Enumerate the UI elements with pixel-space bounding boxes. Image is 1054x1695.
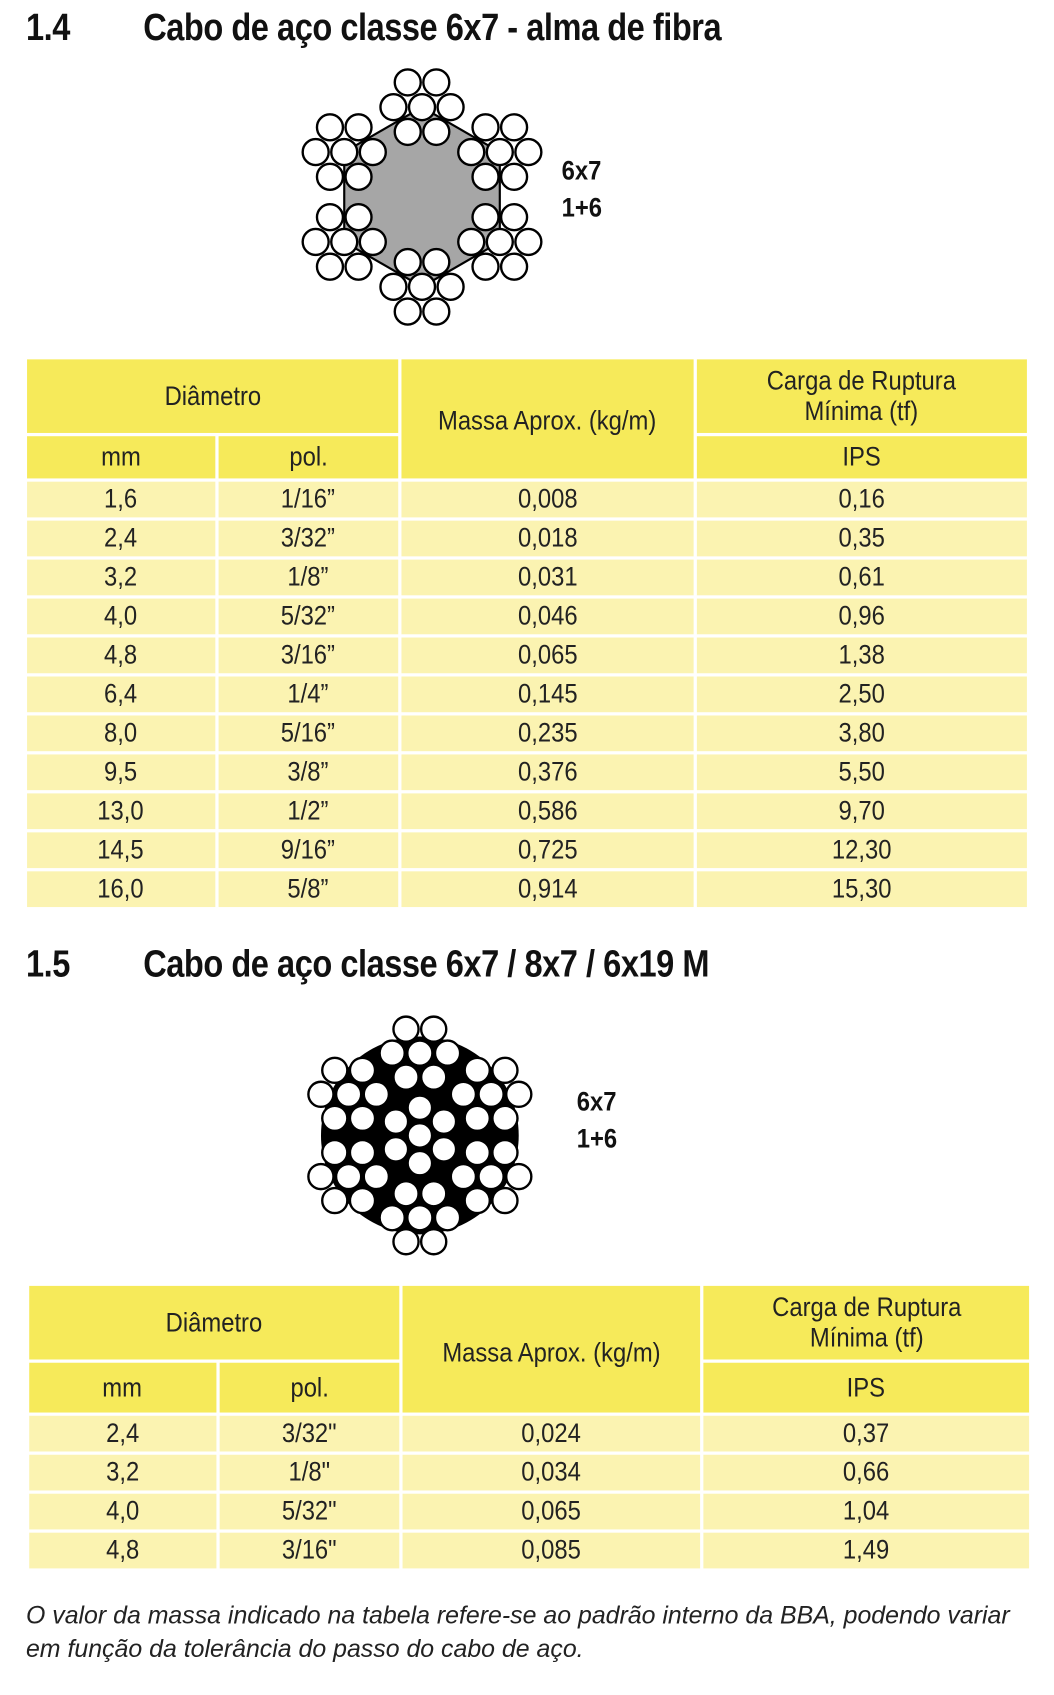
- wire-icon: [308, 1164, 333, 1189]
- wire-icon: [492, 1058, 517, 1083]
- wire-icon: [346, 204, 372, 230]
- core-wire-icon: [432, 1109, 456, 1133]
- wire-icon: [409, 94, 435, 120]
- cell-mass: 0,034: [403, 1455, 700, 1491]
- wire-icon: [487, 229, 513, 255]
- wire-icon: [317, 204, 343, 230]
- wire-icon: [380, 94, 406, 120]
- pol-header: pol.: [219, 1363, 399, 1413]
- wire-icon: [435, 1205, 460, 1230]
- cell-mass: 0,145: [402, 677, 694, 713]
- cell-ips: 9,70: [697, 793, 1027, 829]
- wire-icon: [473, 164, 499, 190]
- wire-icon: [487, 139, 513, 165]
- wire-rope-6x7-steel-core-diagram: [274, 1003, 566, 1263]
- cell-pol: 5/8”: [218, 871, 398, 907]
- wire-icon: [393, 1181, 418, 1206]
- cell-pol: 1/8”: [218, 560, 398, 596]
- cell-pol: 3/32": [219, 1416, 399, 1452]
- cell-mm: 3,2: [29, 1455, 216, 1491]
- wire-icon: [303, 139, 329, 165]
- wire-icon: [350, 1106, 375, 1131]
- cell-pol: 1/8": [219, 1455, 399, 1491]
- table-row: [27, 832, 1027, 868]
- pol-header: pol.: [218, 436, 398, 478]
- cell-ips: 1,04: [703, 1494, 1029, 1530]
- cell-pol: 3/8”: [218, 754, 398, 790]
- cell-pol: 1/4”: [218, 677, 398, 713]
- wire-icon: [421, 1065, 446, 1090]
- wire-icon: [492, 1140, 517, 1165]
- table-row: [27, 715, 1027, 751]
- cell-mm: 4,0: [29, 1494, 216, 1530]
- section-number: 1.5: [25, 942, 70, 985]
- load-header: Carga de Ruptura Mínima (tf): [703, 1286, 1029, 1360]
- wire-icon: [423, 299, 449, 325]
- wire-rope-6x7-fiber-core-diagram: [271, 54, 574, 341]
- core-wire-icon: [408, 1151, 432, 1175]
- wire-icon: [423, 69, 449, 95]
- table-row: [27, 871, 1027, 907]
- wire-icon: [380, 1041, 405, 1066]
- cell-ips: 2,50: [697, 677, 1027, 713]
- cell-pol: 3/16": [219, 1533, 399, 1569]
- cell-pol: 5/32": [219, 1494, 399, 1530]
- cell-mass: 0,914: [402, 871, 694, 907]
- mm-header: mm: [27, 436, 215, 478]
- table-row: [27, 482, 1027, 518]
- construction-label: 6x7: [576, 1086, 617, 1118]
- wire-icon: [395, 69, 421, 95]
- cell-mass: 0,031: [402, 560, 694, 596]
- table-row: [29, 1533, 1029, 1569]
- wire-icon: [346, 114, 372, 140]
- cell-pol: 5/32”: [218, 599, 398, 635]
- wire-icon: [322, 1188, 347, 1213]
- mass-header: Massa Aprox. (kg/m): [403, 1286, 700, 1413]
- wire-icon: [322, 1106, 347, 1131]
- section-title: Cabo de aço classe 6x7 - alma de fibra: [143, 6, 722, 49]
- table-body: [29, 1416, 1029, 1569]
- wire-icon: [346, 164, 372, 190]
- cell-ips: 5,50: [697, 754, 1027, 790]
- section-number: 1.4: [25, 6, 70, 49]
- wire-icon: [423, 119, 449, 145]
- cell-ips: 12,30: [697, 832, 1027, 868]
- wire-icon: [479, 1082, 504, 1107]
- wire-icon: [435, 1041, 460, 1066]
- cell-mm: 13,0: [27, 793, 215, 829]
- diameter-header: Diâmetro: [29, 1286, 399, 1360]
- table-header: [29, 1286, 1029, 1413]
- wire-icon: [479, 1164, 504, 1189]
- wire-icon: [395, 119, 421, 145]
- diameter-header: Diâmetro: [27, 359, 398, 433]
- wire-icon: [501, 204, 527, 230]
- cell-mm: 8,0: [27, 715, 215, 751]
- wire-icon: [407, 1041, 432, 1066]
- ips-header: IPS: [703, 1363, 1029, 1413]
- wire-icon: [421, 1017, 446, 1042]
- cell-mass: 0,065: [403, 1494, 700, 1530]
- wire-icon: [393, 1229, 418, 1254]
- cell-mass: 0,024: [403, 1416, 700, 1452]
- wire-icon: [492, 1188, 517, 1213]
- cell-ips: 0,35: [697, 521, 1027, 557]
- cell-pol: 9/16”: [218, 832, 398, 868]
- wire-icon: [322, 1140, 347, 1165]
- cell-mm: 3,2: [27, 560, 215, 596]
- wire-icon: [322, 1058, 347, 1083]
- table-1-4: [24, 356, 1030, 910]
- cell-mass: 0,085: [403, 1533, 700, 1569]
- core-wire-icon: [408, 1123, 432, 1147]
- table-header: [27, 359, 1027, 478]
- cell-mm: 6,4: [27, 677, 215, 713]
- wire-icon: [451, 1082, 476, 1107]
- wire-icon: [473, 114, 499, 140]
- cell-mass: 0,046: [402, 599, 694, 635]
- cell-mm: 4,8: [29, 1533, 216, 1569]
- load-header: Carga de Ruptura Mínima (tf): [697, 359, 1027, 433]
- wire-icon: [395, 249, 421, 275]
- wire-icon: [336, 1082, 361, 1107]
- table-1-5: [26, 1283, 1032, 1572]
- core-wire-icon: [432, 1137, 456, 1161]
- cell-mass: 0,376: [402, 754, 694, 790]
- core-wire-icon: [384, 1137, 408, 1161]
- wire-icon: [317, 114, 343, 140]
- wire-icon: [407, 1205, 432, 1230]
- wire-icon: [350, 1140, 375, 1165]
- wire-icon: [465, 1140, 490, 1165]
- wire-icon: [360, 139, 386, 165]
- cell-ips: 0,66: [703, 1455, 1029, 1491]
- core-wire-icon: [408, 1096, 432, 1120]
- wire-icon: [465, 1058, 490, 1083]
- wire-icon: [393, 1065, 418, 1090]
- cell-pol: 1/2”: [218, 793, 398, 829]
- cell-pol: 1/16”: [218, 482, 398, 518]
- table-row: [27, 638, 1027, 674]
- wire-icon: [336, 1164, 361, 1189]
- cell-pol: 3/32”: [218, 521, 398, 557]
- wire-icon: [380, 1205, 405, 1230]
- wire-icon: [506, 1082, 531, 1107]
- cell-mass: 0,235: [402, 715, 694, 751]
- table-row: [29, 1455, 1029, 1491]
- wire-icon: [458, 139, 484, 165]
- wire-icon: [515, 229, 541, 255]
- wire-icon: [506, 1164, 531, 1189]
- table-row: [27, 599, 1027, 635]
- table-row: [27, 677, 1027, 713]
- construction-label: 6x7: [561, 155, 602, 187]
- wire-icon: [473, 254, 499, 280]
- wire-icon: [423, 249, 449, 275]
- wire-icon: [501, 164, 527, 190]
- cell-ips: 0,61: [697, 560, 1027, 596]
- wire-icon: [303, 229, 329, 255]
- wire-icon: [317, 254, 343, 280]
- cell-mm: 4,8: [27, 638, 215, 674]
- cell-mm: 9,5: [27, 754, 215, 790]
- cell-ips: 1,38: [697, 638, 1027, 674]
- wire-icon: [360, 229, 386, 255]
- table-row: [27, 793, 1027, 829]
- table-row: [27, 560, 1027, 596]
- wire-icon: [465, 1106, 490, 1131]
- cell-pol: 3/16”: [218, 638, 398, 674]
- section-heading-1-4: [26, 6, 721, 49]
- table-body: [27, 482, 1027, 907]
- cell-mass: 0,065: [402, 638, 694, 674]
- wire-icon: [501, 254, 527, 280]
- cell-mm: 14,5: [27, 832, 215, 868]
- wire-icon: [364, 1164, 389, 1189]
- cell-mm: 1,6: [27, 482, 215, 518]
- wire-icon: [350, 1058, 375, 1083]
- wire-icon: [473, 204, 499, 230]
- cell-mm: 4,0: [27, 599, 215, 635]
- cell-mm: 2,4: [29, 1416, 216, 1452]
- strand-label: 1+6: [576, 1123, 618, 1154]
- footnote: O valor da massa indicado na tabela refere-se ao padrão interno da BBA, podendo variar em função da tolerância do passo do cabo de aço.: [25, 1600, 1010, 1663]
- table-row: [27, 754, 1027, 790]
- cell-mass: 0,018: [402, 521, 694, 557]
- wire-icon: [451, 1164, 476, 1189]
- wire-icon: [421, 1181, 446, 1206]
- table-row: [29, 1494, 1029, 1530]
- cell-mass: 0,725: [402, 832, 694, 868]
- cell-ips: 15,30: [697, 871, 1027, 907]
- wire-icon: [346, 254, 372, 280]
- cell-mm: 16,0: [27, 871, 215, 907]
- wire-icon: [458, 229, 484, 255]
- diagram-spec-label: [562, 153, 602, 227]
- wire-icon: [350, 1188, 375, 1213]
- cell-ips: 0,37: [703, 1416, 1029, 1452]
- cell-mass: 0,586: [402, 793, 694, 829]
- wire-icon: [421, 1229, 446, 1254]
- wire-icon: [438, 94, 464, 120]
- cell-ips: 0,16: [697, 482, 1027, 518]
- wire-icon: [465, 1188, 490, 1213]
- core-wire-icon: [384, 1109, 408, 1133]
- mass-header: Massa Aprox. (kg/m): [402, 359, 694, 478]
- ips-header: IPS: [697, 436, 1027, 478]
- wire-icon: [409, 274, 435, 300]
- wire-icon: [515, 139, 541, 165]
- wire-icon: [438, 274, 464, 300]
- cell-pol: 5/16”: [218, 715, 398, 751]
- wire-icon: [395, 299, 421, 325]
- mm-header: mm: [29, 1363, 216, 1413]
- wire-icon: [364, 1082, 389, 1107]
- diagram-spec-label: [577, 1083, 617, 1157]
- cell-ips: 1,49: [703, 1533, 1029, 1569]
- cell-ips: 3,80: [697, 715, 1027, 751]
- wire-icon: [501, 114, 527, 140]
- wire-icon: [331, 229, 357, 255]
- wire-icon: [331, 139, 357, 165]
- wire-icon: [308, 1082, 333, 1107]
- table-row: [27, 521, 1027, 557]
- strand-label: 1+6: [561, 192, 603, 223]
- section-title: Cabo de aço classe 6x7 / 8x7 / 6x19 M: [143, 942, 710, 985]
- wire-icon: [380, 274, 406, 300]
- cell-mm: 2,4: [27, 521, 215, 557]
- cell-mass: 0,008: [402, 482, 694, 518]
- wire-icon: [393, 1017, 418, 1042]
- section-heading-1-5: [26, 943, 709, 986]
- table-row: [29, 1416, 1029, 1452]
- wire-icon: [492, 1106, 517, 1131]
- cell-ips: 0,96: [697, 599, 1027, 635]
- wire-icon: [317, 164, 343, 190]
